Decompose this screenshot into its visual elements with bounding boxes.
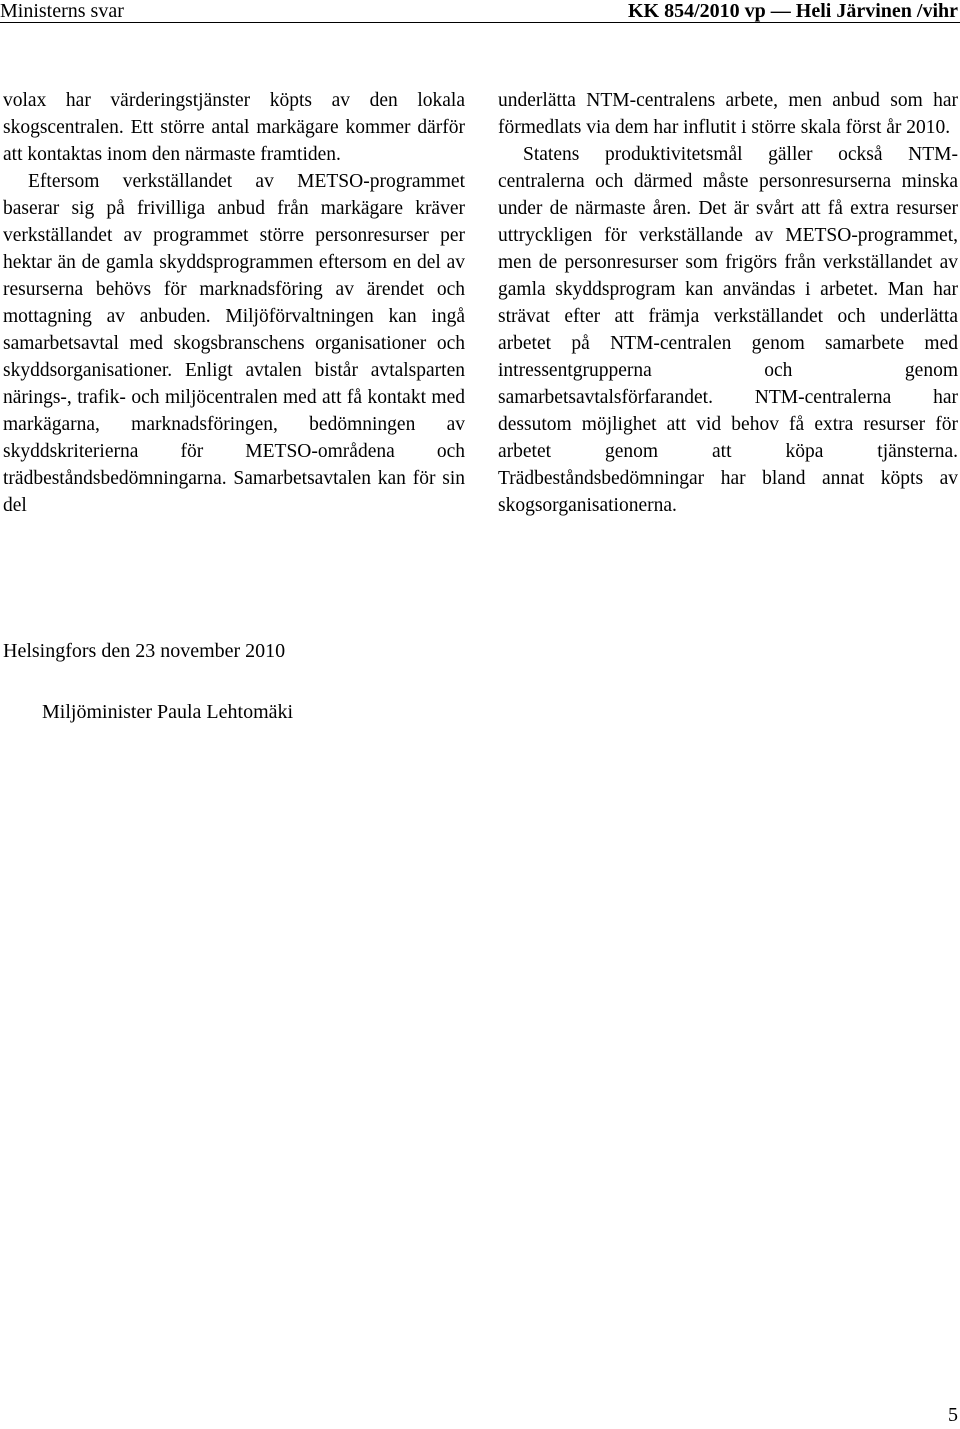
page-number: 5 (948, 1404, 958, 1426)
place-and-date: Helsingfors den 23 november 2010 (3, 640, 286, 662)
header-document-reference: KK 854/2010 vp — Heli Järvinen /vihr (627, 0, 958, 22)
page-header (0, 0, 960, 23)
right-paragraph-2: Statens produktivitetsmål gäller också NTM-centralerna och därmed måste personresurserna minska under de närmaste åren. Det är svårt att få extra resurser uttryckligen för verkställande av METSO-programmet, men de personresurser som frigörs från verkställandet av gamla skyddsprogram kan användas i arbetet. Man har strävat efter att främja verkställandet och underlätta arbetet på NTM-centralen genom samarbete med intressentgrupperna och genom samarbetsavtalsförfarandet. NTM-centralerna har dessutom möjlighet att vid behov få extra resurser för arbetet genom att köpa tjänsterna. Trädbeståndsbedömningar har bland annat köpts av skogsorganisationerna. (498, 144, 958, 516)
header-section-title: Ministerns svar (0, 0, 124, 22)
signature-line: Miljöminister Paula Lehtomäki (42, 701, 294, 723)
right-column (498, 87, 958, 519)
left-column (3, 87, 465, 519)
left-paragraph-2: Eftersom verkställandet av METSO-programmet baserar sig på frivilliga anbud från markägare kräver verkställandet av programmet större personresurser per hektar än de gamla skyddsprogrammen eftersom en del av resurserna behövs för marknadsföring av ärendet och mottagning av anbuden. Miljöförvaltningen kan ingå samarbetsavtal med skogsbranschens organisationer och skyddsorganisationer. Enligt avtalen bistår avtalsparten närings-, trafik- och miljöcentralen med att få kontakt med markägarna, marknadsföringen, bedömningen av skyddskriterierna för METSO-områdena och trädbeståndsbedömningarna. Samarbetsavtalen kan för sin del (3, 171, 465, 516)
left-paragraph-1: volax har värderingstjänster köpts av den lokala skogscentralen. Ett större antal markägare kommer därför att kontaktas inom den närmaste framtiden. (3, 90, 465, 165)
right-paragraph-1: underlätta NTM-centralens arbete, men anbud som har förmedlats via dem har influtit i större skala först år 2010. (498, 90, 958, 138)
